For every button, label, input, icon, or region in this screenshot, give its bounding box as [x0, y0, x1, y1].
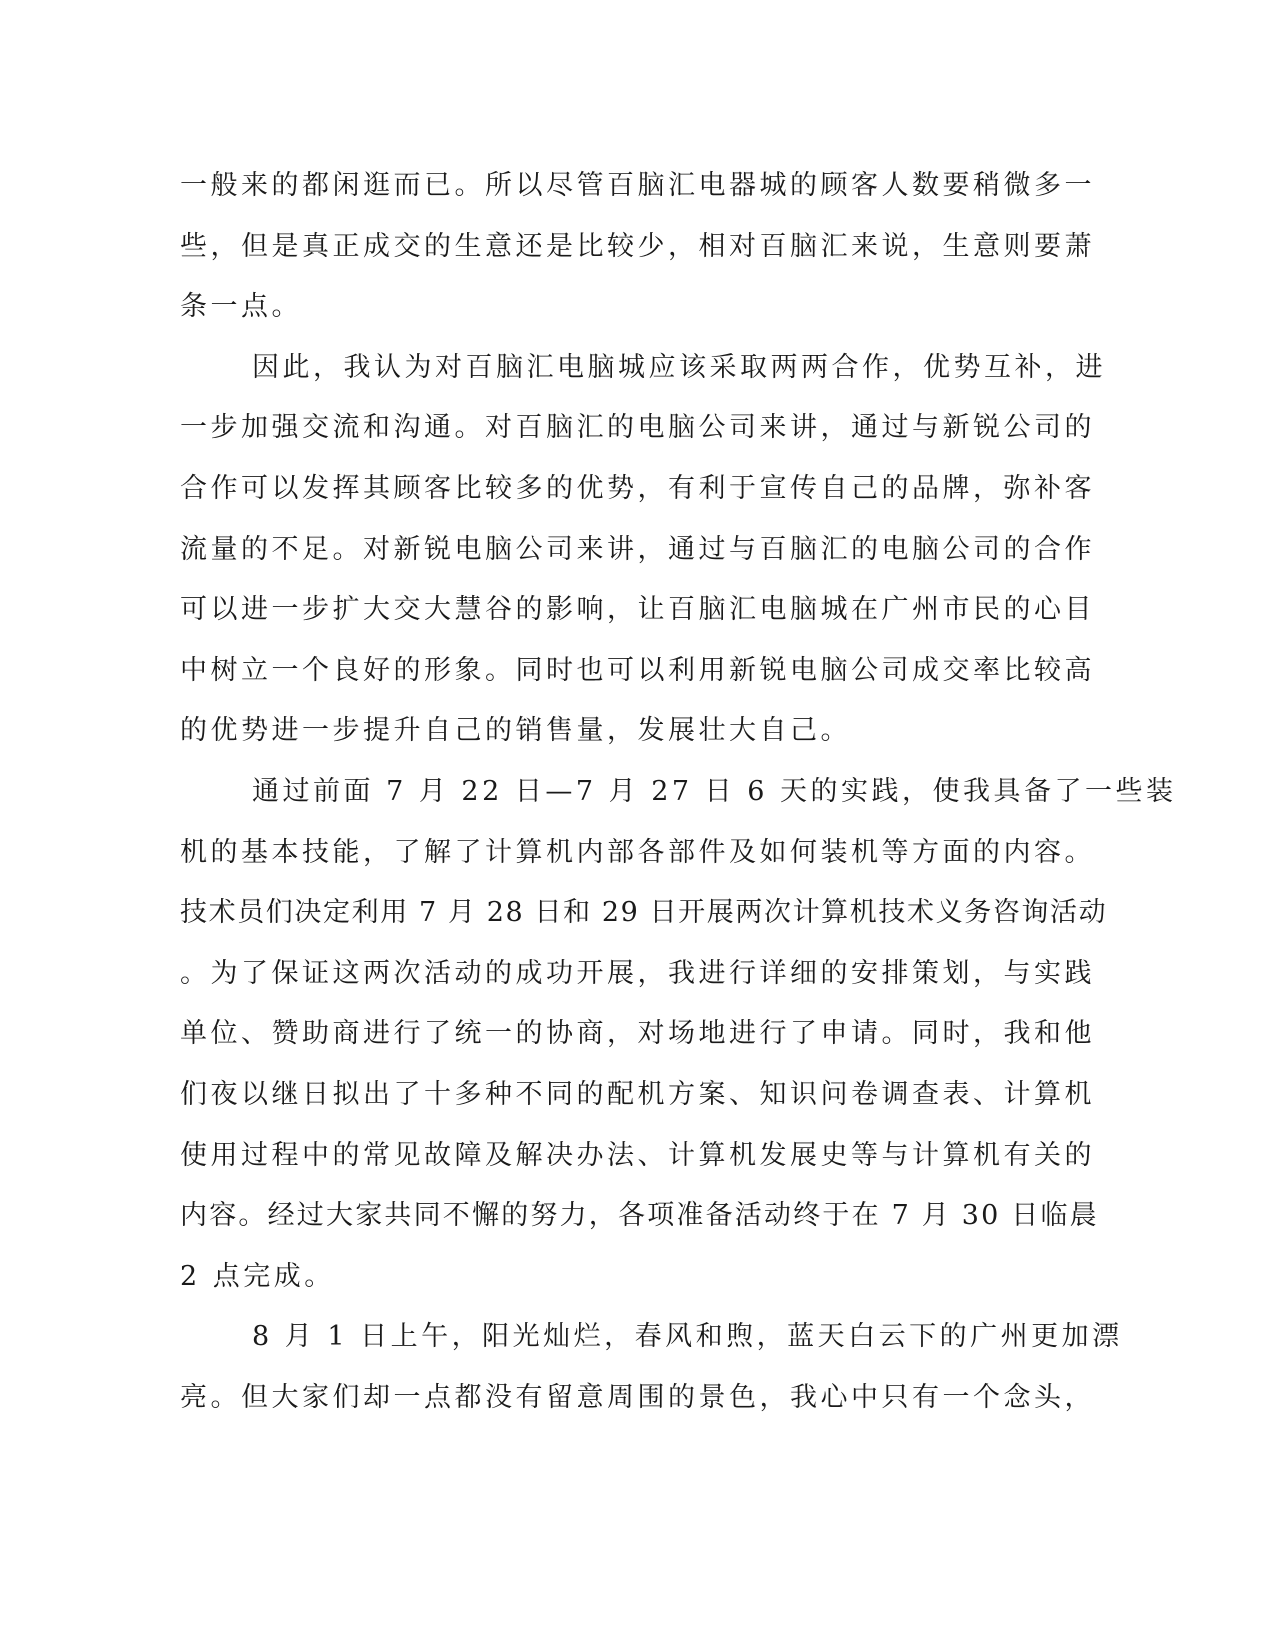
- text-line: 流量的不足。对新锐电脑公司来讲，通过与百脑汇的电脑公司的合作: [180, 533, 1095, 565]
- text-line: 可以进一步扩大交大慧谷的影响，让百脑汇电脑城在广州市民的心目: [180, 594, 1095, 626]
- text-line: 合作可以发挥其顾客比较多的优势，有利于宣传自己的品牌，弥补客: [180, 472, 1095, 504]
- text-line: 技术员们决定利用 7 月 28 日和 29 日开展两次计算机技术义务咨询活动: [180, 897, 1108, 929]
- text-line: 一步加强交流和沟通。对百脑汇的电脑公司来讲，通过与新锐公司的: [180, 412, 1095, 444]
- paragraph-first-line: 8 月 1 日上午，阳光灿烂，春风和煦，蓝天白云下的广州更加漂: [252, 1321, 1123, 1353]
- text-line: 。为了保证这两次活动的成功开展，我进行详细的安排策划，与实践: [180, 957, 1095, 989]
- text-line: 亮。但大家们却一点都没有留意周围的景色，我心中只有一个念头，: [180, 1381, 1095, 1413]
- text-line: 单位、赞助商进行了统一的协商，对场地进行了申请。同时，我和他: [180, 1018, 1095, 1050]
- text-line: 些，但是真正成交的生意还是比较少，相对百脑汇来说，生意则要萧: [180, 230, 1095, 262]
- text-line: 条一点。: [180, 291, 302, 323]
- text-line: 2 点完成。: [180, 1260, 335, 1292]
- text-line: 中树立一个良好的形象。同时也可以利用新锐电脑公司成交率比较高: [180, 654, 1095, 686]
- paragraph-first-line: 通过前面 7 月 22 日—7 月 27 日 6 天的实践，使我具备了一些装: [252, 775, 1177, 807]
- text-line: 的优势进一步提升自己的销售量，发展壮大自己。: [180, 715, 851, 747]
- text-line: 们夜以继日拟出了十多种不同的配机方案、知识问卷调查表、计算机: [180, 1078, 1095, 1110]
- text-line: 一般来的都闲逛而已。所以尽管百脑汇电器城的顾客人数要稍微多一: [180, 170, 1095, 201]
- text-line: 机的基本技能，了解了计算机内部各部件及如何装机等方面的内容。: [180, 836, 1095, 868]
- text-line: 内容。经过大家共同不懈的努力，各项准备活动终于在 7 月 30 日临晨: [180, 1200, 1099, 1232]
- text-line: 使用过程中的常见故障及解决办法、计算机发展史等与计算机有关的: [180, 1139, 1095, 1171]
- body-text: [180, 156, 1177, 1428]
- paragraph-first-line: 因此，我认为对百脑汇电脑城应该采取两两合作，优势互补，进: [252, 351, 1106, 383]
